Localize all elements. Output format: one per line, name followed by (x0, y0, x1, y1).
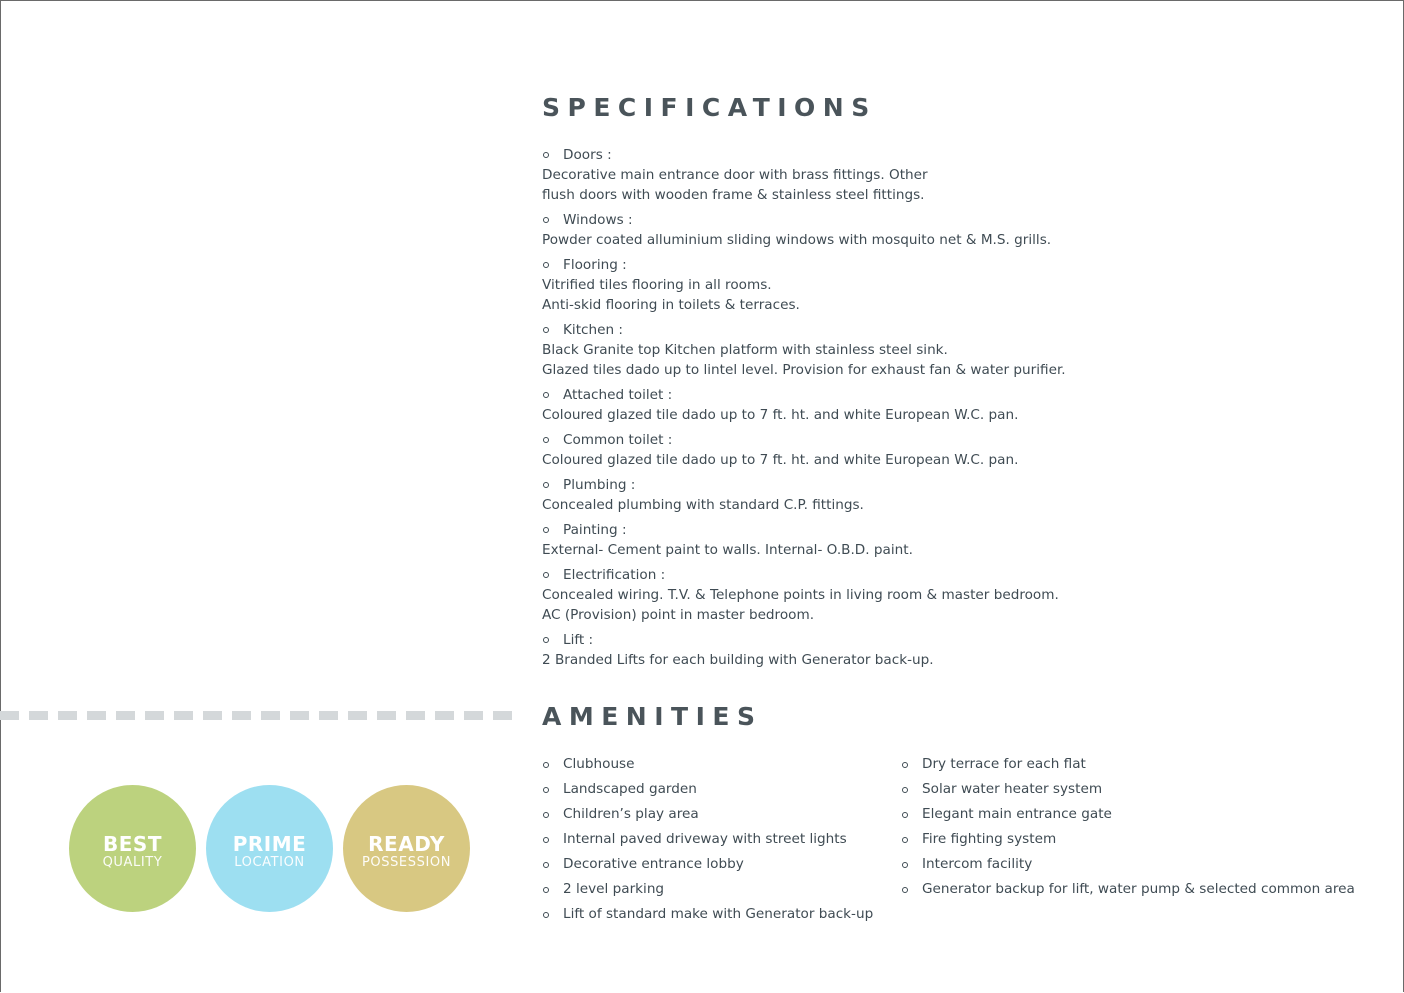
amenity-label: Decorative entrance lobby (563, 856, 744, 872)
amenities-heading: AMENITIES (542, 702, 763, 731)
amenity-label: Landscaped garden (563, 781, 697, 797)
spec-description: Concealed plumbing with standard C.P. fittings. (542, 497, 864, 513)
spec-description: Concealed wiring. T.V. & Telephone points in living room & master bedroom. AC (Provision) point in master bedroom. (542, 587, 1059, 623)
badge-best-quality (69, 785, 196, 912)
spec-item-doors (542, 145, 1102, 205)
bullet-icon (543, 437, 549, 443)
amenity-item (542, 777, 882, 802)
amenity-item (542, 827, 882, 852)
amenity-item (542, 802, 882, 827)
spec-title: Windows : (563, 212, 633, 228)
spec-title: Attached toilet : (563, 387, 673, 403)
badge-main-text: BEST (103, 831, 162, 856)
spec-description: 2 Branded Lifts for each building with Generator back-up. (542, 652, 934, 668)
bullet-icon (543, 812, 549, 818)
spec-title: Flooring : (563, 257, 627, 273)
amenity-item (901, 777, 1361, 802)
amenity-item (901, 852, 1361, 877)
spec-item-electrification (542, 565, 1102, 625)
spec-item-flooring (542, 255, 1102, 315)
spec-item-windows (542, 210, 1102, 250)
amenity-label: Lift of standard make with Generator back-up (563, 906, 874, 922)
spec-description: Coloured glazed tile dado up to 7 ft. ht. and white European W.C. pan. (542, 407, 1019, 423)
bullet-icon (902, 762, 908, 768)
badge-sub-text: LOCATION (234, 854, 305, 870)
badge-main-text: READY (368, 831, 445, 856)
specifications-list (542, 145, 1102, 675)
bullet-icon (543, 862, 549, 868)
amenity-label: Intercom facility (922, 856, 1033, 872)
badge-prime-location (206, 785, 333, 912)
amenity-label: Internal paved driveway with street lights (563, 831, 847, 847)
spec-description: Powder coated alluminium sliding windows with mosquito net & M.S. grills. (542, 232, 1052, 248)
amenity-label: Children’s play area (563, 806, 699, 822)
spec-item-lift (542, 630, 1102, 670)
bullet-icon (902, 862, 908, 868)
spec-title: Lift : (563, 632, 594, 648)
bullet-icon (902, 837, 908, 843)
bullet-icon (543, 392, 549, 398)
spec-title: Kitchen : (563, 322, 623, 338)
spec-description: External- Cement paint to walls. Internal- O.B.D. paint. (542, 542, 913, 558)
amenity-label: Fire fighting system (922, 831, 1057, 847)
spec-description: Black Granite top Kitchen platform with stainless steel sink. Glazed tiles dado up to lintel level. Provision for exhaust fan & water purifier. (542, 342, 1066, 378)
spec-item-kitchen (542, 320, 1102, 380)
badge-sub-text: POSSESSION (361, 854, 452, 870)
dashed-divider (0, 711, 512, 720)
spec-title: Electrification : (563, 567, 666, 583)
amenity-item (901, 877, 1361, 902)
bullet-icon (543, 327, 549, 333)
amenity-item (901, 752, 1361, 777)
bullet-icon (543, 482, 549, 488)
bullet-icon (543, 572, 549, 578)
amenities-list-left (542, 752, 882, 927)
amenity-item (542, 852, 882, 877)
amenity-item (542, 752, 882, 777)
badge-main-text: PRIME (232, 831, 307, 856)
bullet-icon (543, 912, 549, 918)
amenity-label: Dry terrace for each flat (922, 756, 1086, 772)
bullet-icon (543, 837, 549, 843)
bullet-icon (543, 262, 549, 268)
amenity-label: Elegant main entrance gate (922, 806, 1112, 822)
amenity-label: Solar water heater system (922, 781, 1103, 797)
spec-title: Common toilet : (563, 432, 673, 448)
bullet-icon (543, 217, 549, 223)
spec-title: Painting : (563, 522, 627, 538)
badge-sub-text: QUALITY (102, 854, 163, 870)
amenity-label: Generator backup for lift, water pump & selected common area (922, 881, 1355, 897)
amenities-list-right (901, 752, 1361, 902)
spec-item-painting (542, 520, 1102, 560)
amenity-label: 2 level parking (563, 881, 665, 897)
bullet-icon (902, 787, 908, 793)
spec-item-plumbing (542, 475, 1102, 515)
bullet-icon (902, 812, 908, 818)
amenity-label: Clubhouse (563, 756, 635, 772)
amenity-item (542, 877, 882, 902)
spec-description: Decorative main entrance door with brass fittings. Other flush doors with wooden frame & stainless steel fittings. (542, 167, 928, 203)
spec-description: Vitrified tiles flooring in all rooms. Anti-skid flooring in toilets & terraces. (542, 277, 800, 313)
bullet-icon (543, 787, 549, 793)
spec-description: Coloured glazed tile dado up to 7 ft. ht. and white European W.C. pan. (542, 452, 1019, 468)
spec-title: Doors : (563, 147, 612, 163)
bullet-icon (543, 762, 549, 768)
spec-item-common-toilet (542, 430, 1102, 470)
specifications-heading: SPECIFICATIONS (542, 93, 877, 122)
bullet-icon (543, 887, 549, 893)
bullet-icon (543, 152, 549, 158)
bullet-icon (902, 887, 908, 893)
badge-ready-possession (343, 785, 470, 912)
bullet-icon (543, 637, 549, 643)
spec-title: Plumbing : (563, 477, 636, 493)
spec-item-attached-toilet (542, 385, 1102, 425)
amenity-item (901, 802, 1361, 827)
amenity-item (901, 827, 1361, 852)
bullet-icon (543, 527, 549, 533)
amenity-item (542, 902, 882, 927)
